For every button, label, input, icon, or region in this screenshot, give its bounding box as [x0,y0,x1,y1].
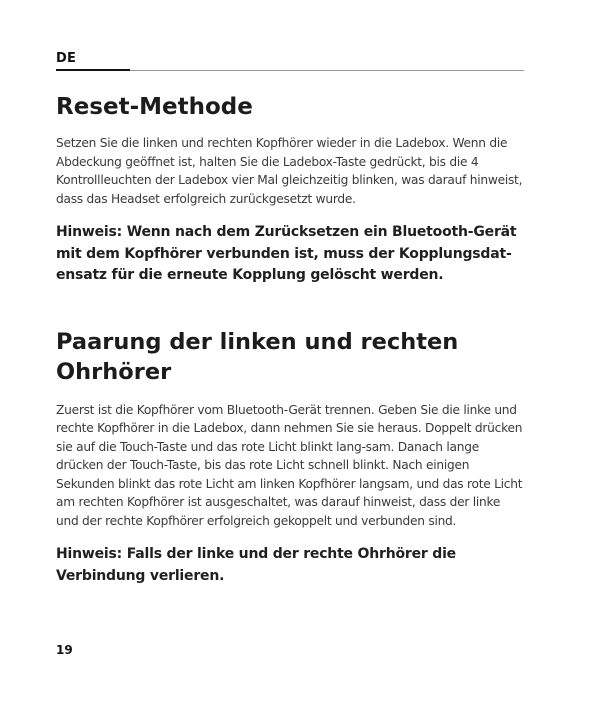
header-rule-accent [56,69,130,71]
page-content [56,92,525,587]
reset-method-note: Hinweis: Wenn nach dem Zurücksetzen ein Bluetooth-Gerät mit dem Kopfhörer verbunden ist, muss der Kopplungsdat-ensatz für die erneute Kopplung gelöscht werden. [56,224,517,283]
pairing-note: Hinweis: Falls der linke und der rechte Ohrhörer die Verbindung verlieren. [56,546,456,584]
page-number: 19 [56,643,73,657]
reset-method-title: Reset-Methode [56,94,253,120]
language-label: DE [56,51,77,66]
pairing-title: Paarung der linken und rechten Ohrhörer [56,328,459,385]
pairing-body: Zuerst ist die Kopfhörer vom Bluetooth-Gerät trennen. Geben Sie die linke und rechte Kopfhörer in die Ladebox, dann nehmen Sie sie heraus. Doppelt drücken sie auf die Touch-Taste und das rote Licht blinkt lang-sam. Danach lange drücken der Touch-Taste, bis das rote Licht schnell blinkt. Nach einigen Sekunden blinkt das rote Licht am linken Kopfhörer langsam, und das rote Licht am rechten Kopfhörer ist ausgeschaltet, was darauf hinweist, dass der linke und der rechte Kopfhörer erfolgreich gekoppelt und verbunden sind. [56,402,523,528]
reset-method-body: Setzen Sie die linken und rechten Kopfhörer wieder in die Ladebox. Wenn die Abdeckung geöffnet ist, halten Sie die Ladebox-Taste gedrückt, bis die 4 Kontrollleuchten der Ladebox vier Mal gleichzeitig blinken, was darauf hinweist, dass das Headset erfolgreich zurückgesetzt wurde. [56,136,523,206]
